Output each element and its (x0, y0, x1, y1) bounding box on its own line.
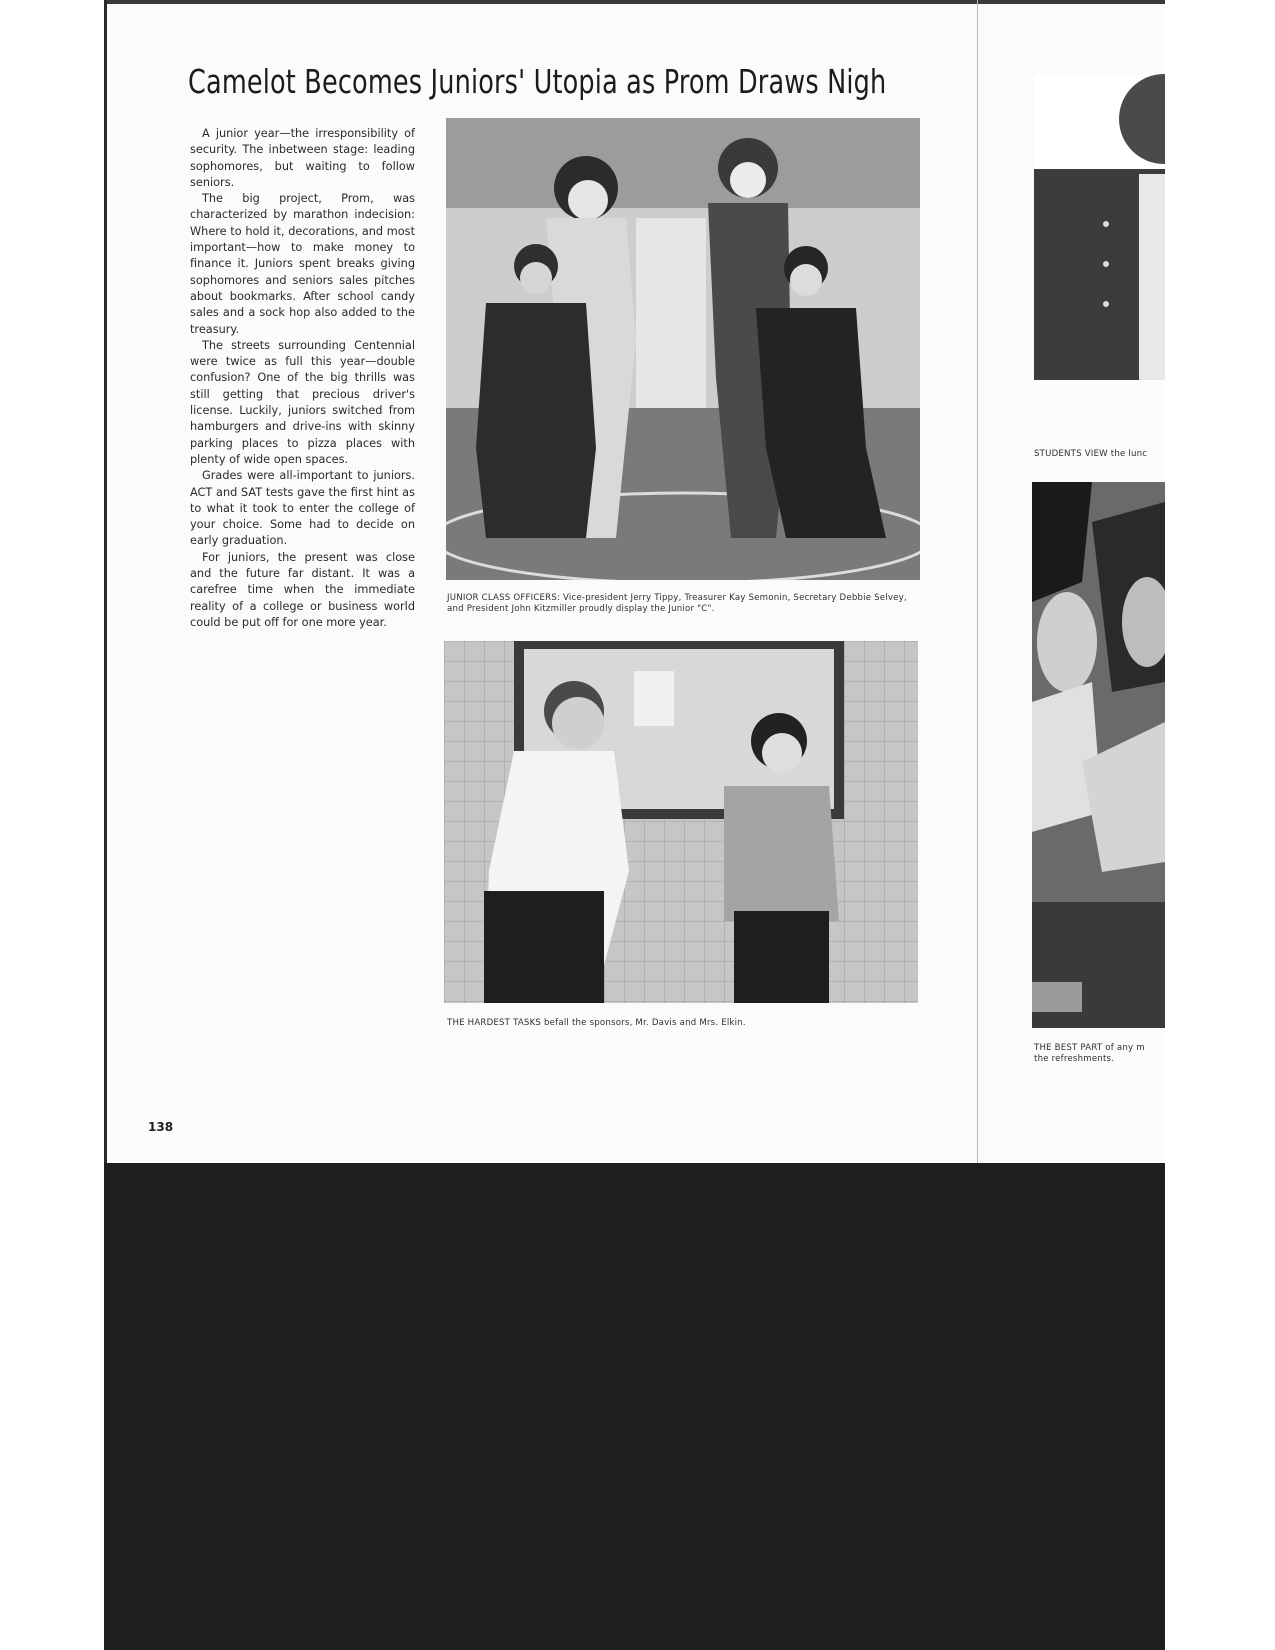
body-paragraph: The streets surrounding Centennial were twice as full this year—double confusion? One of the big thrills was still getting that precious driver's license. Luckily, juniors switched from hamburgers and drive-ins with skinny parking places to pizza places with plenty of wide open spaces. (190, 338, 415, 466)
students-view-illustration (1034, 74, 1165, 380)
officers-photo-illustration (446, 118, 920, 580)
photo-caption: JUNIOR CLASS OFFICERS: Vice-president Jerry Tippy, Treasurer Kay Semonin, Secretary Debbie Selvey, and President John Kitzmiller proudly display the Junior "C". (447, 593, 907, 614)
page-gutter (977, 0, 978, 1163)
best-part-illustration (1032, 482, 1165, 1028)
best-part-photo (1032, 482, 1165, 1028)
article-body (190, 126, 415, 631)
page-top-edge (104, 0, 1165, 4)
scan-background-dark (104, 1163, 1165, 1650)
body-paragraph: A junior year—the irresponsibility of security. The inbetween stage: leading sophomores, but waiting to follow seniors. (190, 127, 415, 189)
body-paragraph: The big project, Prom, was characterized by marathon indecision: Where to hold it, decorations, and most important—how to make money to finance it. Juniors spent breaks giving sophomores and seniors sales pitches about bookmarks. After school candy sales and a sock hop also added to the treasury. (190, 192, 415, 336)
page-title: Camelot Becomes Juniors' Utopia as Prom Draws Nigh (188, 62, 887, 101)
sponsors-photo (444, 641, 918, 1003)
junior-class-officers-photo (446, 118, 920, 580)
photo-caption: THE HARDEST TASKS befall the sponsors, Mr. Davis and Mrs. Elkin. (447, 1018, 746, 1028)
students-view-photo (1034, 74, 1165, 380)
photo-caption: THE BEST PART of any m the refreshments. (1034, 1043, 1145, 1064)
photo-caption: STUDENTS VIEW the lunc (1034, 449, 1148, 459)
page-number: 138 (148, 1120, 174, 1134)
body-paragraph: Grades were all-important to juniors. ACT and SAT tests gave the first hint as to what it took to enter the college of your choice. Some had to decide on early graduation. (190, 469, 415, 548)
body-paragraph: For juniors, the present was close and the future far distant. It was a carefree time when the immediate reality of a college or business world could be put off for one more year. (190, 550, 415, 629)
sponsors-photo-illustration (444, 641, 918, 1003)
